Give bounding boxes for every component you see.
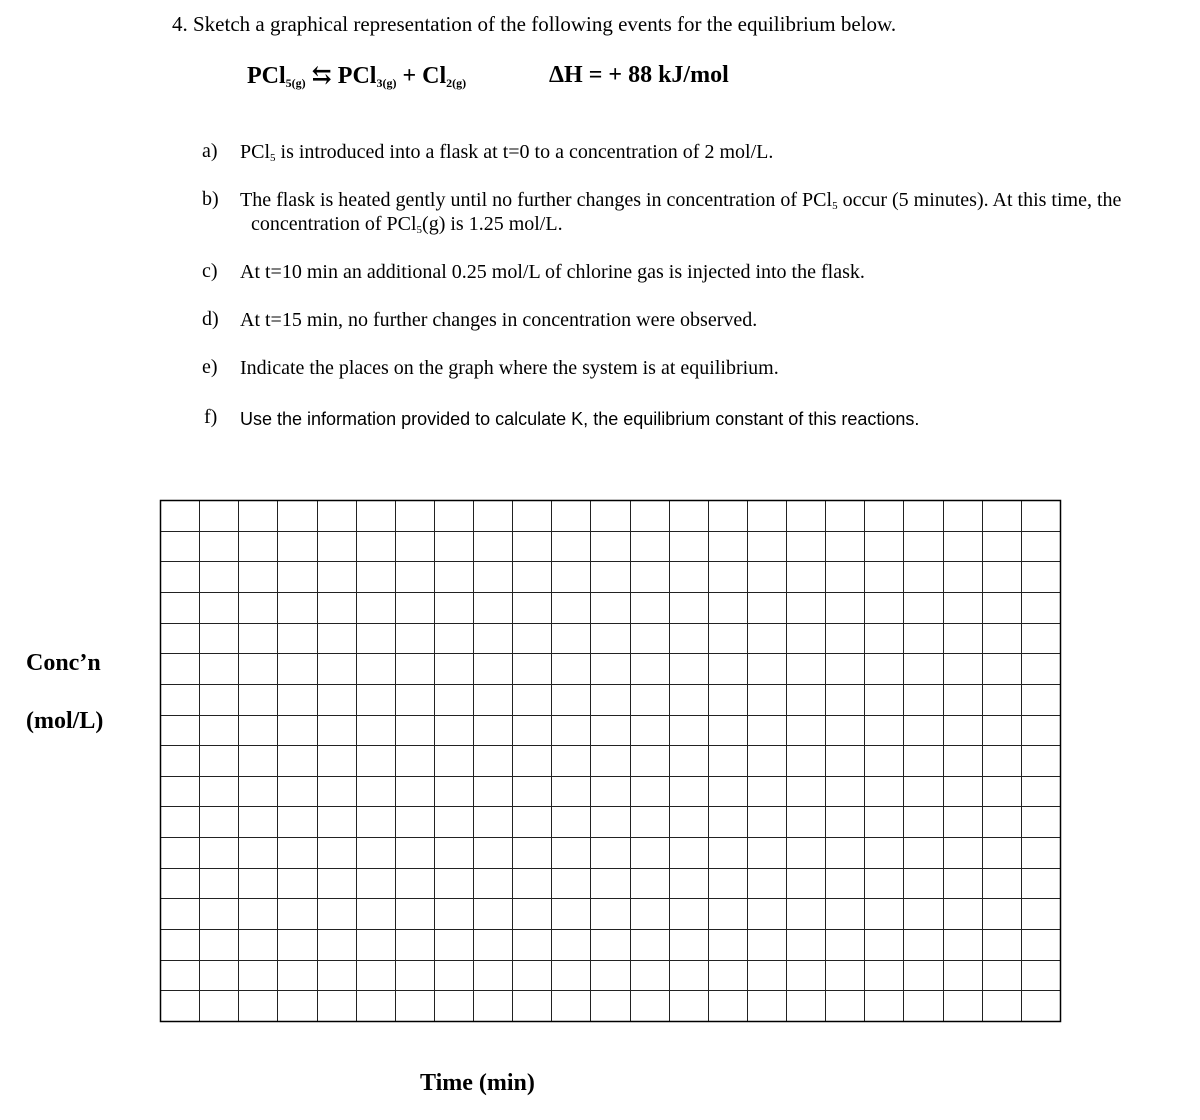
item-a-text: PCl$_5$ is introduced into a flask at t=0 to a concentration of 2 mol/L. — [240, 141, 774, 164]
item-c-text: At t=10 min an additional 0.25 mol/L of chlorine gas is injected into the flask. — [240, 261, 865, 283]
product-1-subscript: 3(g) — [376, 76, 397, 90]
product-1: PCl — [337, 63, 377, 89]
item-b-text: The flask is heated gently until no further changes in concentration of PCl$_5$ occur (5 minutes). At this time, the — [240, 189, 1122, 212]
item-e-text: Indicate the places on the graph where the system is at equilibrium. — [240, 357, 779, 379]
item-d-letter: d) — [202, 308, 219, 330]
enthalpy-change: ΔH = + 88 kJ/mol — [549, 62, 729, 88]
grid-border — [161, 501, 1061, 1022]
reactant: PCl — [247, 63, 286, 89]
plus-sign: + — [402, 63, 417, 89]
reactant-subscript: 5(g) — [285, 76, 306, 90]
product-2-subscript: 2(g) — [446, 76, 467, 90]
question-prompt: Sketch a graphical representation of the following events for the equilibrium below. — [193, 12, 897, 36]
equilibrium-arrow-icon: ⇆ — [311, 63, 332, 89]
product-2: Cl — [422, 63, 447, 89]
y-axis-label-line1: Conc’n — [26, 650, 101, 676]
item-a-letter: a) — [202, 140, 218, 162]
item-f-text: Use the information provided to calculate K, the equilibrium constant of this reactions. — [240, 409, 920, 429]
x-axis-label: Time (min) — [420, 1070, 535, 1096]
item-b-text-line2: concentration of PCl$_5$(g) is 1.25 mol/L. — [251, 213, 563, 236]
item-d-text: At t=15 min, no further changes in concentration were observed. — [240, 309, 758, 331]
item-b-letter: b) — [202, 188, 219, 210]
item-c-letter: c) — [202, 260, 218, 282]
item-f-letter: f) — [204, 406, 218, 428]
question-number: 4. — [172, 12, 188, 36]
item-e-letter: e) — [202, 356, 218, 378]
y-axis-label-line2: (mol/L) — [26, 708, 104, 734]
